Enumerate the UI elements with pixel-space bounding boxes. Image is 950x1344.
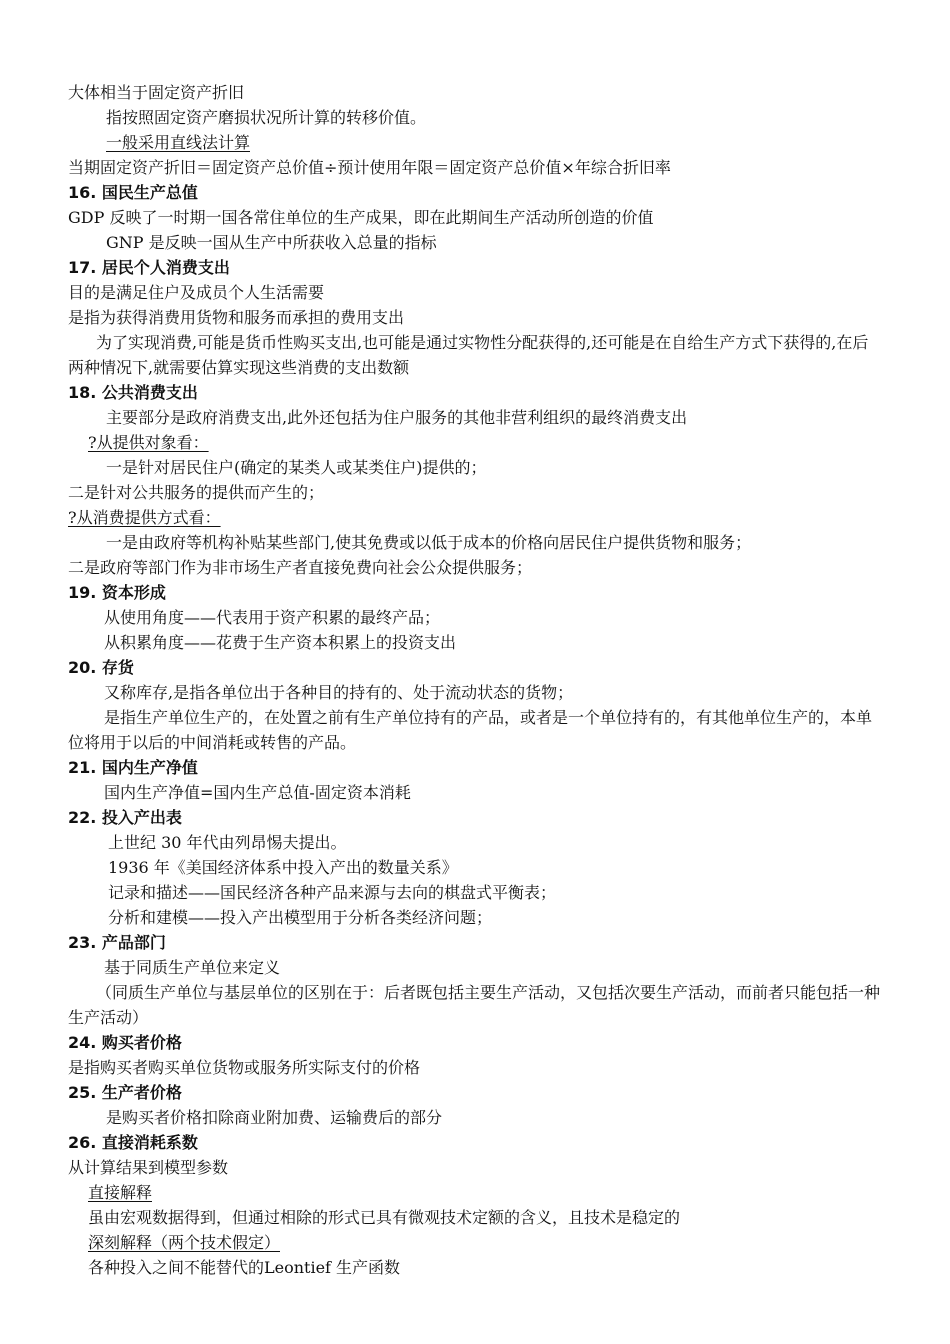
text-line: 主要部分是政府消费支出,此外还包括为住户服务的其他非营利组织的最终消费支出	[106, 408, 688, 427]
text-line: 上世纪 30 年代由列昂惕夫提出。	[108, 833, 347, 852]
text-line: 目的是满足住户及成员个人生活需要	[68, 283, 325, 302]
section-heading: 21. 国内生产净值	[68, 758, 198, 777]
text-line: 一是由政府等机构补贴某些部门,使其免费或以低于成本的价格向居民住户提供货物和服务；	[106, 533, 752, 552]
text-line: 二是针对公共服务的提供而产生的；	[68, 483, 325, 502]
paragraph: 是指生产单位生产的，在处置之前有生产单位持有的产品，或者是一个单位持有的，有其他单位生产的，本单位将用于以后的中间消耗或转售的产品。	[68, 708, 873, 752]
paragraph: （同质生产单位与基层单位的区别在于：后者既包括主要生产活动，又包括次要生产活动，而前者只能包括一种生产活动）	[68, 983, 881, 1027]
section-heading: 23. 产品部门	[68, 933, 166, 952]
text-line: GDP 反映了一时期一国各常住单位的生产成果，即在此期间生产活动所创造的价值	[68, 208, 654, 227]
section-heading: 17. 居民个人消费支出	[68, 258, 230, 277]
underlined-subheading: 一般采用直线法计算	[106, 133, 251, 152]
text-line: 是购买者价格扣除商业附加费、运输费后的部分	[106, 1108, 443, 1127]
text-line: 从积累角度——花费于生产资本积累上的投资支出	[104, 633, 457, 652]
text-line: 一是针对居民住户(确定的某类人或某类住户)提供的；	[106, 458, 487, 477]
section-heading: 16. 国民生产总值	[68, 183, 198, 202]
section-heading: 22. 投入产出表	[68, 808, 182, 827]
text-line: 虽由宏观数据得到，但通过相除的形式已具有微观技术定额的含义，且技术是稳定的	[88, 1208, 681, 1227]
text-line: 是指购买者购买单位货物或服务所实际支付的价格	[68, 1058, 421, 1077]
text-line: 大体相当于固定资产折旧	[68, 83, 245, 102]
text-line: 记录和描述——国民经济各种产品来源与去向的棋盘式平衡表；	[108, 883, 557, 902]
text-line: 1936 年《美国经济体系中投入产出的数量关系》	[108, 858, 458, 877]
section-heading: 19. 资本形成	[68, 583, 166, 602]
text-line: 又称库存,是指各单位出于各种目的持有的、处于流动状态的货物；	[104, 683, 574, 702]
underlined-subheading: ?从消费提供方式看：	[68, 508, 221, 527]
text-line: 各种投入之间不能替代的Leontief 生产函数	[88, 1258, 401, 1277]
underlined-subheading: 深刻解释（两个技术假定）	[88, 1233, 281, 1252]
text-line: 基于同质生产单位来定义	[104, 958, 281, 977]
underlined-subheading: 直接解释	[88, 1183, 153, 1202]
section-heading: 18. 公共消费支出	[68, 383, 198, 402]
text-line: 指按照固定资产磨损状况所计算的转移价值。	[106, 108, 427, 127]
text-line: GNP 是反映一国从生产中所获收入总量的指标	[106, 233, 437, 252]
paragraph: 为了实现消费,可能是货币性购买支出,也可能是通过实物性分配获得的,还可能是在自给生产方式下获得的,在后两种情况下,就需要估算实现这些消费的支出数额	[68, 333, 869, 377]
section-heading: 24. 购买者价格	[68, 1033, 182, 1052]
text-line: 国内生产净值=国内生产总值-固定资本消耗	[104, 783, 411, 802]
text-line: 从计算结果到模型参数	[68, 1158, 229, 1177]
underlined-subheading: ?从提供对象看：	[88, 433, 209, 452]
section-heading: 25. 生产者价格	[68, 1083, 182, 1102]
text-line: 从使用角度——代表用于资产积累的最终产品；	[104, 608, 441, 627]
text-line: 是指为获得消费用货物和服务而承担的费用支出	[68, 308, 405, 327]
formula-line: 当期固定资产折旧＝固定资产总价值÷预计使用年限＝固定资产总价值×年综合折旧率	[68, 158, 671, 177]
text-line: 分析和建模——投入产出模型用于分析各类经济问题；	[108, 908, 493, 927]
section-heading: 20. 存货	[68, 658, 134, 677]
section-heading: 26. 直接消耗系数	[68, 1133, 198, 1152]
text-line: 二是政府等部门作为非市场生产者直接免费向社会公众提供服务；	[68, 558, 533, 577]
